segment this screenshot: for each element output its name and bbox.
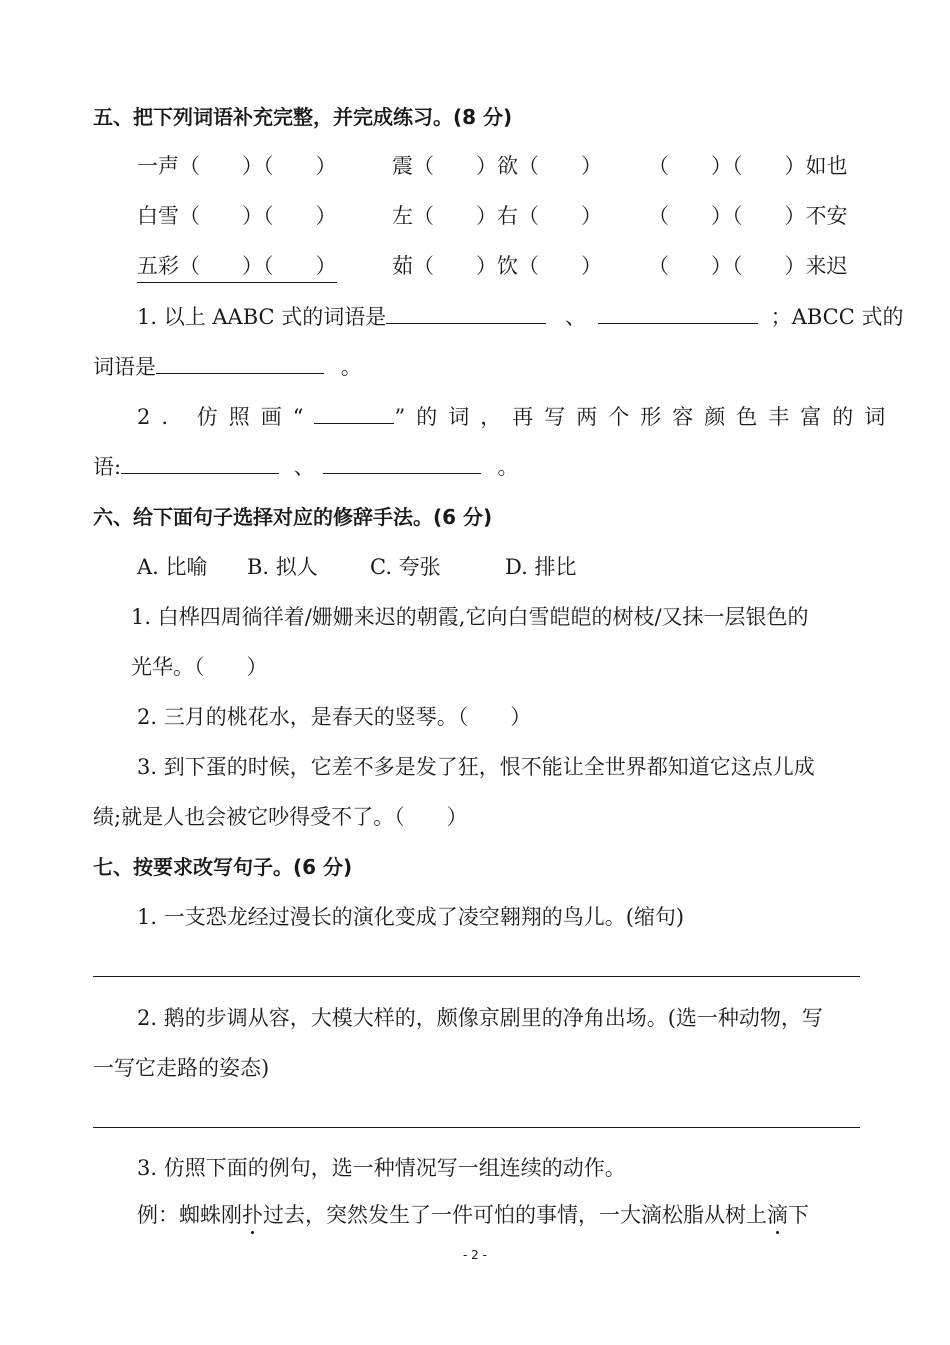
section-7-example	[137, 1200, 809, 1230]
q1-answer-blank-1[interactable]	[386, 303, 546, 324]
section-7-q2-line1: 2. 鹅的步调从容，大模大样的，颇像京剧里的净角出场。(选一种动物，写	[137, 1006, 823, 1030]
example-emphasis-1: 扑	[242, 1203, 263, 1227]
q2-example-blank[interactable]	[314, 403, 394, 424]
example-emphasis-2: 滴	[767, 1203, 788, 1227]
q2-answer-blank-2[interactable]	[323, 453, 481, 474]
q2-separator: 、	[293, 455, 315, 479]
idiom-blank-1-1: 一声（ ）（ ）	[137, 154, 337, 178]
option-a: A. 比喻	[137, 555, 208, 579]
q1-prompt: 1. 以上 AABC 式的词语是	[137, 305, 387, 329]
idiom-blank-3-2: 茹（ ）饮（ ）	[392, 254, 602, 278]
q2-answer-line[interactable]	[93, 1127, 860, 1128]
section-7-q2-line2: 一写它走路的姿态)	[93, 1056, 270, 1080]
q2-prompt-b: ”的词，再写两个形容颜色丰富的词	[394, 405, 897, 429]
q1-end: 。	[340, 355, 362, 379]
q1-cont-prompt: 词语是	[93, 355, 156, 379]
section-5-q2-cont	[93, 452, 518, 482]
idiom-blank-3-3: （ ）（ ）来迟	[648, 254, 848, 278]
section-7-heading: 七、按要求改写句子。(6 分)	[93, 855, 353, 879]
section-5-q2	[137, 402, 896, 432]
section-6-q3-line1: 3. 到下蛋的时候，它差不多是发了狂，恨不能让全世界都知道它这点儿成	[137, 755, 815, 779]
idiom-blank-2-1: 白雪（ ）（ ）	[137, 204, 337, 228]
option-c: C. 夸张	[370, 555, 441, 579]
q1-answer-blank-3[interactable]	[156, 353, 324, 374]
q2-prompt-a: 2. 仿照画“	[137, 405, 315, 429]
page-number: - 2 -	[463, 1248, 487, 1262]
q1-answer-blank-2[interactable]	[598, 303, 758, 324]
q2-answer-blank-1[interactable]	[121, 453, 279, 474]
section-6-q1-line1: 1. 白桦四周徜徉着/姗姗来迟的朝霞,它向白雪皑皑的树枝/又抹一层银色的	[131, 605, 809, 629]
q1-separator: 、	[564, 305, 586, 329]
section-5-q1	[137, 302, 903, 332]
idiom-blank-1-3: （ ）（ ）如也	[648, 154, 848, 178]
option-d: D. 排比	[505, 555, 577, 579]
section-6-q1-line2: 光华。（ ）	[131, 655, 268, 679]
idiom-blank-2-3: （ ）（ ）不安	[648, 204, 848, 228]
idiom-blank-3-1-underlined: 五彩（ ）（ ）	[137, 251, 337, 283]
example-text-b: 过去，突然发生了一件可怕的事情，一大滴松脂从树上	[263, 1203, 767, 1227]
section-5-q1-cont	[93, 352, 362, 382]
q2-cont-prompt: 语:	[93, 455, 122, 479]
option-b: B. 拟人	[247, 555, 318, 579]
section-5-heading: 五、把下列词语补充完整，并完成练习。(8 分)	[93, 105, 513, 129]
example-text-a: 例：蜘蛛刚	[137, 1203, 242, 1227]
example-text-c: 下	[788, 1203, 809, 1227]
section-7-q3: 3. 仿照下面的例句，选一种情况写一组连续的动作。	[137, 1156, 626, 1180]
q2-end: 。	[497, 455, 519, 479]
q1-prompt-b: ；ABCC 式的	[770, 305, 904, 329]
q1-answer-line[interactable]	[93, 976, 860, 977]
idiom-blank-2-2: 左（ ）右（ ）	[392, 204, 602, 228]
section-6-q3-line2: 绩;就是人也会被它吵得受不了。（ ）	[93, 805, 468, 829]
idiom-blank-1-2: 震（ ）欲（ ）	[392, 154, 602, 178]
section-6-q2: 2. 三月的桃花水，是春天的竖琴。（ ）	[137, 705, 532, 729]
section-6-heading: 六、给下面句子选择对应的修辞手法。(6 分)	[93, 505, 493, 529]
section-7-q1: 1. 一支恐龙经过漫长的演化变成了凌空翱翔的鸟儿。(缩句)	[137, 905, 685, 929]
